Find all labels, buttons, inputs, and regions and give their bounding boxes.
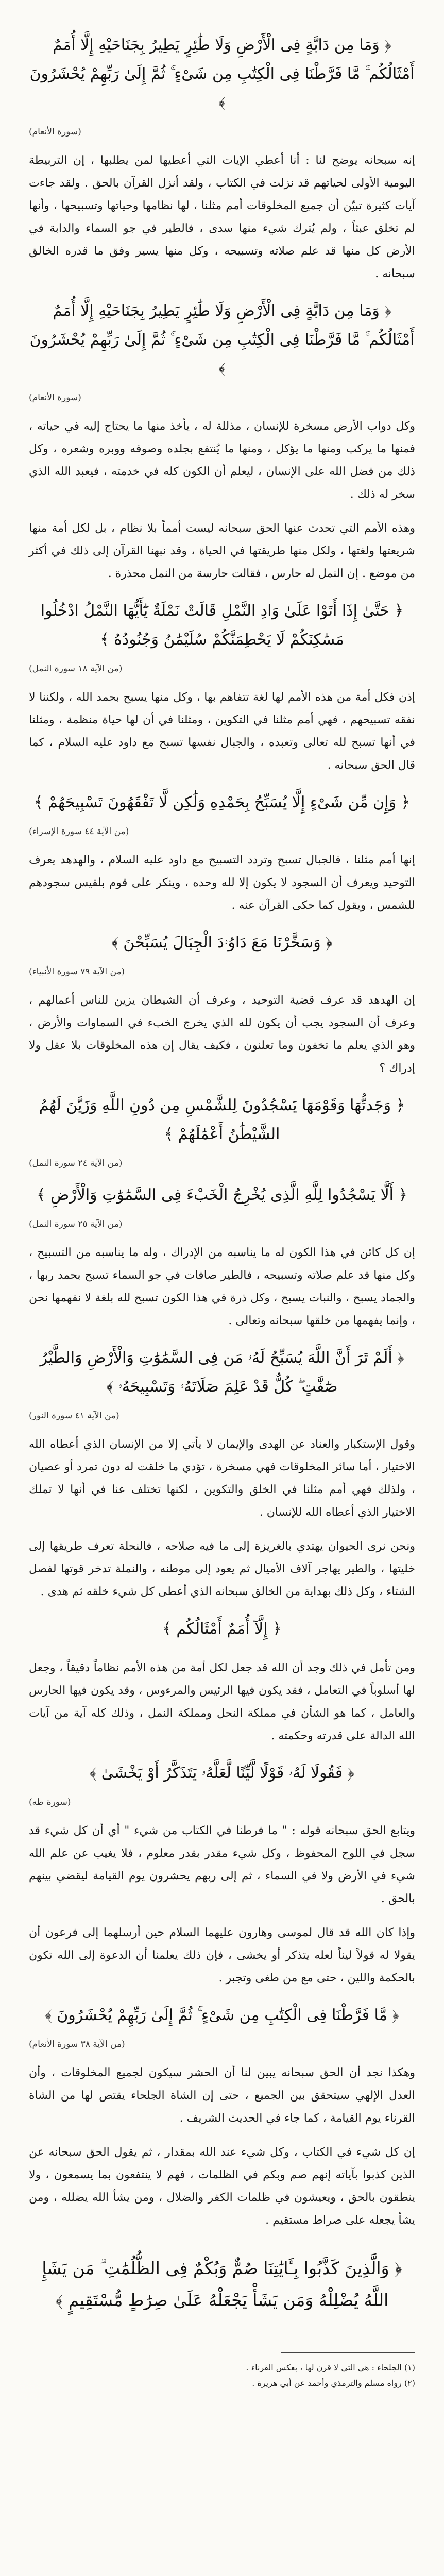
quran-verse: ﴿ وَإِن مِّن شَىْءٍ إِلَّا يُسَبِّحُ بِحَمْدِهِ وَلَٰكِن لَّا تَفْقَهُونَ تَسْبِيحَهُمْ ﴾ [33,793,411,811]
paragraph: وقول الإستكبار والعناد عن الهدى والإيمان لا يأتي إلا من الإنسان الذي أعطاه الله الاختيار ، أما سائر المخلوقات فهي مسخرة ، تؤدي ما خلقت له دون تمرد أو عصيان ، ولذلك فهي أمم مثلنا في الخلق والتكوين ، لكنها تختلف عنا في أنها لا تملك الاختيار الذي أعطاه الله للإنسان . [29,1438,415,1519]
paragraph: وإذا كان الله قد قال لموسى وهارون عليهما السلام حين أرسلهما إلى فرعون أن يقولا له قولاً ليناً لعله يتذكر أو يخشى ، فإن ذلك يعلمنا أن الدعوة إلى الله تكون بالحكمة واللين ، حتى مع من طغى وتجبر . [29,1926,416,1985]
quran-verse: ﴿ وَجَدتُّهَا وَقَوْمَهَا يَسْجُدُونَ لِلشَّمْسِ مِن دُونِ اللَّهِ وَزَيَّنَ لَهُمُ الشَّيْطَٰنُ أَعْمَٰلَهُمْ ﴾ [39,1096,405,1143]
paragraph: إن كل كائن في هذا الكون له ما يناسبه من الإدراك ، وله ما يناسبه من التسبيح ، وكل منها قد علم صلاته وتسبيحه ، فالطير صافات في جو السماء تسبح بحمد ربها ، والجماد يسبح ، والنبات يسبح ، وكل ذرة في هذا الكون تسبح لله بلغة لا نفهمها نحن ، وإنما يفهمها من خلقها سبحانه وتعالى . [29,1246,415,1327]
paragraph: إذن فكل أمة من هذه الأمم لها لغة تتفاهم بها ، وكل منها يسبح بحمد الله ، ولكننا لا نفقه تسبيحهم ، فهي أمم مثلنا في التكوين ، ومثلنا في أن لها حياة منظمة ، ومثلنا في أنها تسبح لله تعالى وتعبده ، والجبال نفسها تسبح مع داود عليه السلام ، كما قال الحق سبحانه . [29,691,415,772]
verse-reference: (من الآية ١٨ سورة النمل) [29,664,123,674]
paragraph: ومن تأمل في ذلك وجد أن الله قد جعل لكل أمة من هذه الأمم نظاماً دقيقاً ، وجعل لها أسلوباً في التعامل ، فقد يكون فيها الرئيس والمرءوس ، وقد يكون فيها الحارس والعامل ، كما هو الشأن في مملكة النحل ومملكة النمل ، وذلك كله آية من آيات الله الدالة على قدرته وحكمته . [29,1662,415,1742]
quran-verse: ﴿ مَّا فَرَّطْنَا فِى الْكِتَٰبِ مِن شَىْءٍ ۚ ثُمَّ إِلَىٰ رَبِّهِمْ يُحْشَرُونَ ﴾ [45,2006,399,2024]
paragraph: إن الهدهد قد عرف قضية التوحيد ، وعرف أن الشيطان يزين للناس أعمالهم ، وعرف أن السجود يجب أن يكون لله الذي يخرج الخبء في السماوات والأرض ، وهو الذي يعلم ما تخفون وما تعلنون ، فكيف يقال إن هذه المخلوقات بلا عقل ولا إدراك ؟ [29,994,415,1075]
footnote: (١) الجلحاء : هي التي لا قرن لها ، بعكس القرناء . [246,2363,415,2372]
verse-reference: (سورة الأنعام) [29,393,81,403]
verse-reference: (من الآية ٢٤ سورة النمل) [29,1158,123,1168]
verse-reference: (سورة طه) [29,1797,71,1807]
quran-verse: ﴿ أَلَّا يَسْجُدُوا لِلَّهِ الَّذِى يُخْرِجُ الْخَبْءَ فِى السَّمَٰوَٰتِ وَالْأَرْضِ ﴾ [36,1186,408,1204]
page-content [29,31,415,2391]
paragraph: ونحن نرى الحيوان يهتدي بالغريزة إلى ما فيه صلاحه ، فالنحلة تعرف طريقها إلى خليتها ، والطير يهاجر آلاف الأميال ثم يعود إلى موطنه ، والنملة تدخر قوتها لفصل الشتاء ، وكل ذلك بهداية من الخالق سبحانه الذي أعطى كل شيء خلقه ثم هدى . [29,1540,415,1598]
verse-reference: (من الآية ٤٤ سورة الإسراء) [29,826,129,837]
quran-verse: ﴿ أَلَمْ تَرَ أَنَّ اللَّهَ يُسَبِّحُ لَهُۥ مَن فِى السَّمَٰوَٰتِ وَالْأَرْضِ وَالطَّيْرُ صَٰٓفَّٰتٍ ۖ كُلٌّ قَدْ عَلِمَ صَلَاتَهُۥ وَتَسْبِيحَهُۥ ﴾ [40,1349,404,1396]
paragraph: إن كل شيء في الكتاب ، وكل شيء عند الله بمقدار ، ثم يقول الحق سبحانه عن الذين كذبوا بآياته إنهم صم وبكم في الظلمات ، فهم لا ينتفعون بما يسمعون ، ولا ينطقون بالحق ، ويعيشون في ظلمات الكفر والضلال ، ومن يشأ الله يضلله ، ومن يشأ يجعله على صراط مستقيم . [29,2146,415,2227]
paragraph: وهكذا نجد أن الحق سبحانه يبين لنا أن الحشر سيكون لجميع المخلوقات ، وأن العدل الإلهي سيتحقق بين الجميع ، حتى إن الشاة الجلحاء يقتص لها من الشاة القرناء يوم القيامة ، كما جاء في الحديث الشريف . [29,2066,415,2125]
paragraph: إنها أمم مثلنا ، فالجبال تسبح وتردد التسبيح مع داود عليه السلام ، والهدهد يعرف التوحيد ويعرف أن السجود لا يكون إلا لله وحده ، وينكر على قوم بلقيس سجودهم للشمس ، ويقول كما حكى القرآن عنه . [29,854,415,912]
quran-verse: ﴿ وَمَا مِن دَابَّةٍ فِى الْأَرْضِ وَلَا طَٰئِرٍ يَطِيرُ بِجَنَاحَيْهِ إِلَّا أُمَمٌ أَمْثَالُكُم ۚ مَّا فَرَّطْنَا فِى الْكِتَٰبِ مِن شَىْءٍ ۚ ثُمَّ إِلَىٰ رَبِّهِمْ يُحْشَرُونَ ﴾ [29,36,415,112]
verse-reference: (من الآية ٢٥ سورة النمل) [29,1219,123,1229]
quran-verse: ﴿ إِلَّآ أُمَمٌ أَمْثَالُكُم ﴾ [162,1620,282,1638]
footnote-divider [281,2352,415,2353]
paragraph: إنه سبحانه يوضح لنا : أنا أعطي الإيات التي أعطيها لمن يطلبها ، إن التربيطة اليومية الأولى لحياتهم قد نزلت في الكتاب ، ولقد أنزل القرآن بالحق . ولقد جاءت آيات كثيرة تبيّن أن جميع المخلوقات أمم مثلنا ، لها نظامها وحياتها وتسبيحها ، وأنها لم تخلق عبثاً ، ولم يُترك شيء منها سدى ، فالطير في جو السماء والدابة في الأرض كل منها قد علم صلاته وتسبيحه ، وكل منها يسير وفق ما قدره الخالق سبحانه . [29,154,415,280]
paragraph: وكل دواب الأرض مسخرة للإنسان ، مذللة له ، يأخذ منها ما يحتاج إليه في حياته ، فمنها ما يركب ومنها ما يؤكل ، ومنها ما يُنتفع بجلده وصوفه ووبره وشعره ، وكل ذلك من فضل الله على الإنسان ، ليعلم أن الكون كله في خدمته ، فيعبد الله الذي سخر له ذلك . [29,420,415,501]
footnote: (٢) رواه مسلم والترمذي وأحمد عن أبي هريرة . [252,2378,415,2388]
quran-verse: ﴿ حَتَّىٰ إِذَا أَتَوْا عَلَىٰ وَادِ النَّمْلِ قَالَتْ نَمْلَةٌ يَٰٓأَيُّهَا النَّمْلُ ادْخُلُوا مَسَٰكِنَكُمْ لَا يَحْطِمَنَّكُمْ سُلَيْمَٰنُ وَجُنُودُهُ ﴾ [40,602,404,649]
verse-reference: (سورة الأنعام) [29,127,81,137]
quran-verse: ﴿ وَسَخَّرْنَا مَعَ دَاوُۥدَ الْجِبَالَ يُسَبِّحْنَ ﴾ [111,934,333,952]
paragraph: وهذه الأمم التي تحدث عنها الحق سبحانه ليست أمماً بلا نظام ، بل لكل أمة منها شريعتها ولغتها ، ولكل منها طريقتها في الحياة ، وقد نبهنا القرآن إلى ذلك في أكثر من موضع . إن النمل له حارس ، فقالت حارسة من النمل محذرة . [29,522,415,580]
verse-reference: (من الآية ٣٨ سورة الأنعام) [29,2039,125,2049]
quran-verse: ﴿ وَالَّذِينَ كَذَّبُوا بِـَٔايَٰتِنَا صُمٌّ وَبُكْمٌ فِى الظُّلُمَٰتِ ۗ مَن يَشَإِ اللَّهُ يُضْلِلْهُ وَمَن يَشَأْ يَجْعَلْهُ عَلَىٰ صِرَٰطٍ مُّسْتَقِيمٍ ﴾ [42,2258,402,2310]
quran-verse: ﴿ وَمَا مِن دَابَّةٍ فِى الْأَرْضِ وَلَا طَٰئِرٍ يَطِيرُ بِجَنَاحَيْهِ إِلَّا أُمَمٌ أَمْثَالُكُم ۚ مَّا فَرَّطْنَا فِى الْكِتَٰبِ مِن شَىْءٍ ۚ ثُمَّ إِلَىٰ رَبِّهِمْ يُحْشَرُونَ ﴾ [29,302,415,378]
quran-verse: ﴿ فَقُولَا لَهُۥ قَوْلًا لَّيِّنًا لَّعَلَّهُۥ يَتَذَكَّرُ أَوْ يَخْشَىٰ ﴾ [89,1764,354,1782]
paragraph: ويتابع الحق سبحانه قوله : " ما فرطنا في الكتاب من شيء " أي أن كل شيء قد سجل في اللوح المحفوظ ، وكل شيء مقدر بقدر معلوم ، فلا يغيب عن علم الله شيء في الأرض ولا في السماء ، ثم إلى ربهم يحشرون يوم القيامة ليقضي بينهم بالحق . [29,1824,415,1905]
verse-reference: (من الآية ٤١ سورة النور) [29,1411,119,1421]
verse-reference: (من الآية ٧٩ سورة الأنبياء) [29,967,125,977]
